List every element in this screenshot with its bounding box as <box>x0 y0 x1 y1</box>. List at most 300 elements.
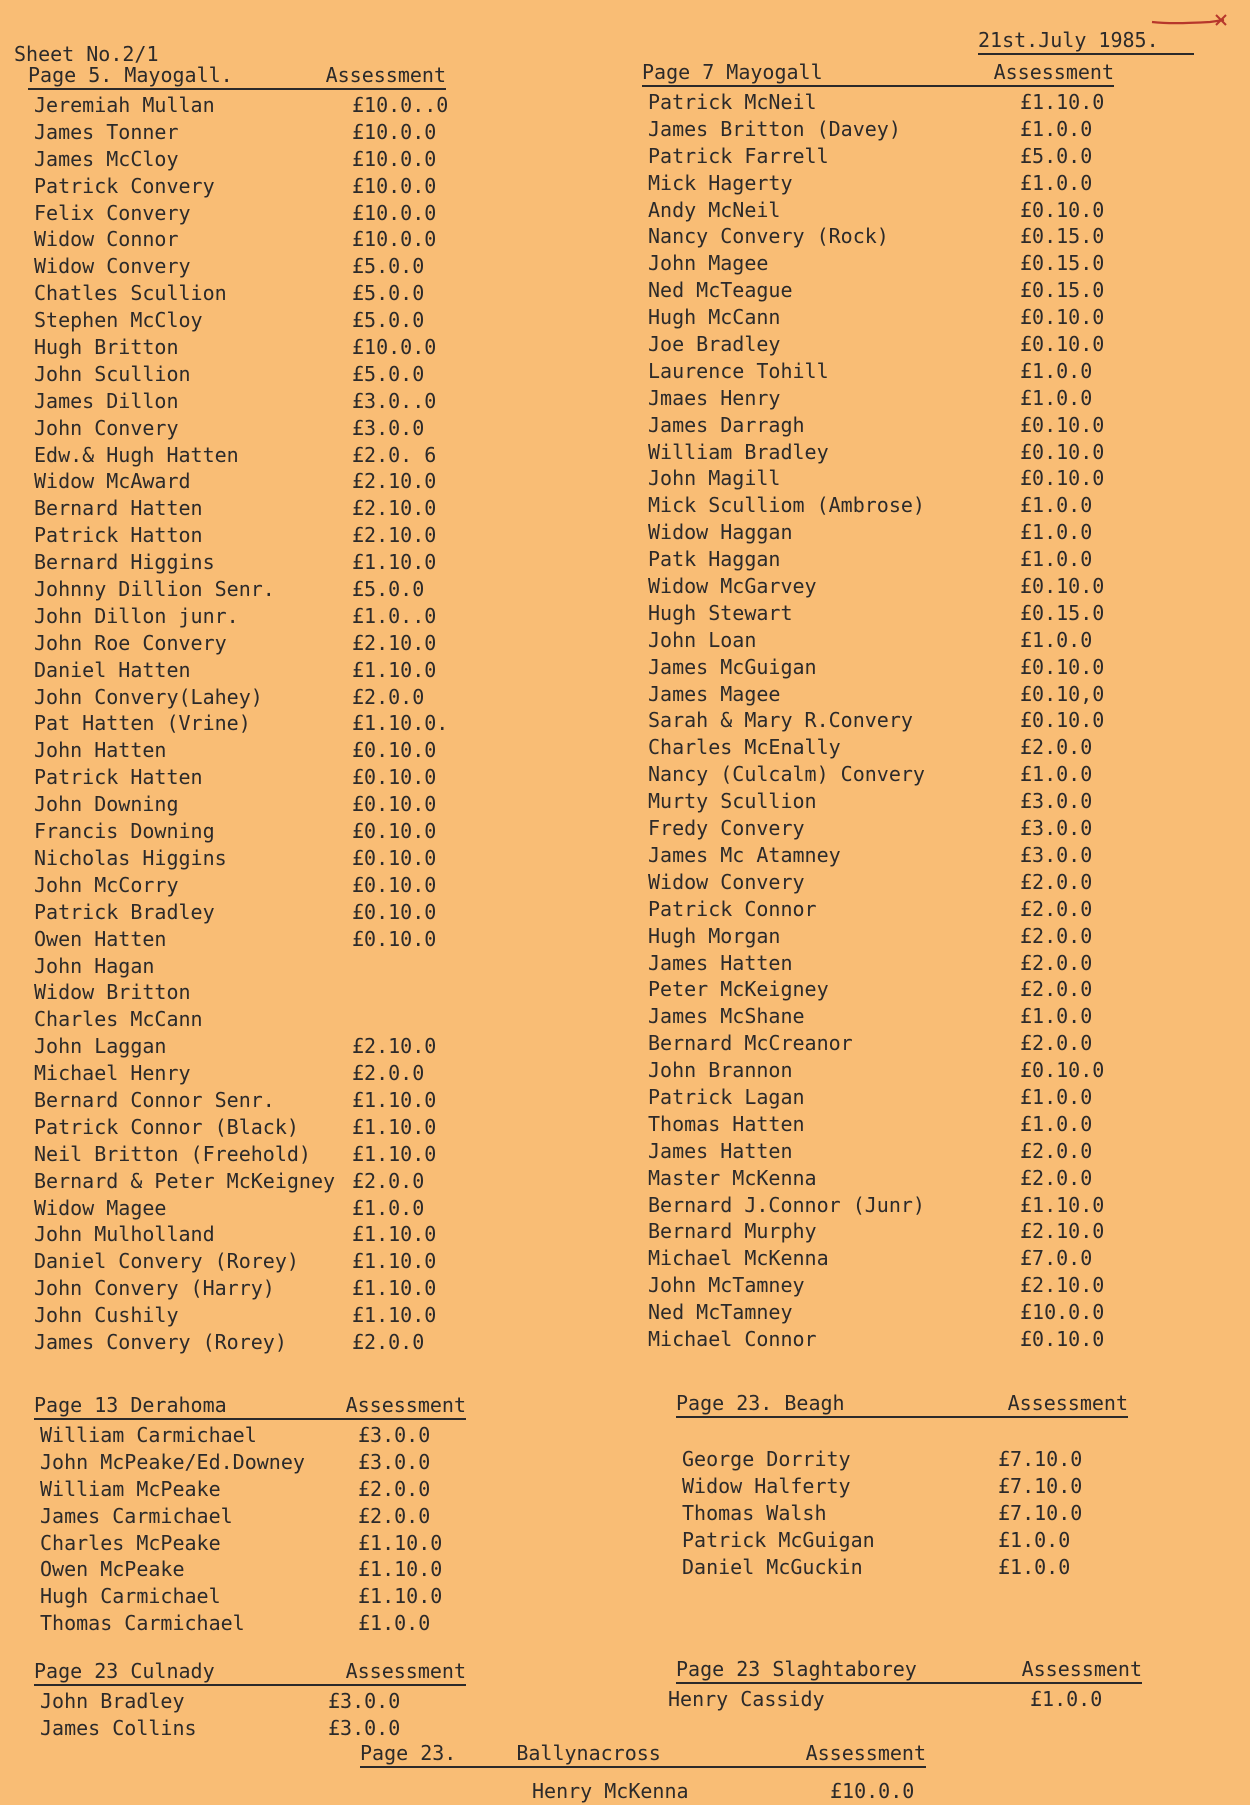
entry-row <box>28 630 446 657</box>
entry-name: Chatles Scullion <box>34 281 227 306</box>
section-title: Page 23. <box>360 1741 457 1765</box>
entry-list <box>676 1446 1128 1580</box>
entry-name: James Britton (Davey) <box>648 116 901 141</box>
entry-name: John Cushily <box>34 1303 179 1328</box>
entry-row <box>28 926 446 953</box>
entry-row <box>28 872 446 899</box>
entry-row <box>642 304 1114 331</box>
entry-row <box>642 1299 1114 1326</box>
entry-name: James McShane <box>648 1004 805 1029</box>
entry-assessment: £1.0.0 <box>1020 520 1093 545</box>
entry-row <box>28 307 446 334</box>
entry-name: John Brannon <box>648 1058 793 1083</box>
entry-assessment: £2.0.0 <box>1020 1138 1093 1163</box>
section-title: Page 23. Beagh <box>676 1391 845 1415</box>
entry-name: Patrick Connor (Black) <box>34 1114 299 1139</box>
section-header <box>28 62 446 90</box>
entry-name: Hugh Britton <box>34 335 179 360</box>
entry-name: John Hatten <box>34 738 167 763</box>
entry-assessment: £2.0.0 <box>358 1476 431 1501</box>
entry-row <box>642 465 1114 492</box>
entry-name: Widow McAward <box>34 469 191 494</box>
entry-row <box>28 953 446 980</box>
assessment-heading: Assessment <box>345 1659 466 1683</box>
entry-assessment: £10.0.0 <box>352 227 437 252</box>
pen-mark-icon <box>1150 12 1230 28</box>
entry-name: Hugh Morgan <box>648 923 781 948</box>
entry-assessment: £1.10.0 <box>358 1530 443 1555</box>
entry-name: John Dillon junr. <box>34 603 239 628</box>
entry-row <box>28 1168 446 1195</box>
entry-row <box>642 1084 1114 1111</box>
section-page-23-slaghtaborey <box>668 1656 1142 1713</box>
entry-row <box>28 1006 446 1033</box>
entry-row <box>28 1275 446 1302</box>
entry-row <box>642 89 1114 116</box>
entry-name: Bernard McCreanor <box>648 1031 853 1056</box>
entry-name: Ned McTamney <box>648 1300 793 1325</box>
entry-assessment: £1.0.0 <box>1020 1111 1093 1136</box>
entry-assessment: £0.10.0 <box>1020 574 1105 599</box>
entry-row <box>642 1165 1114 1192</box>
entry-assessment: £3.0.0 <box>358 1449 431 1474</box>
entry-name: Bernard & Peter McKeigney <box>34 1168 336 1193</box>
entry-row <box>642 654 1114 681</box>
section-title: Page 5. Mayogall. <box>28 63 233 87</box>
entry-assessment: £3.0.0 <box>352 415 425 440</box>
entry-row <box>642 1111 1114 1138</box>
entry-name: James Convery (Rorey) <box>34 1329 287 1354</box>
entry-name: Jmaes Henry <box>648 385 781 410</box>
entry-row <box>642 412 1114 439</box>
entry-row <box>642 170 1114 197</box>
entry-name: Daniel McGuckin <box>682 1554 863 1579</box>
entry-row <box>28 146 446 173</box>
entry-row <box>28 119 446 146</box>
entry-assessment: £3.0.0 <box>358 1423 431 1447</box>
entry-assessment: £5.0.0 <box>352 308 425 333</box>
entry-list <box>668 1686 1142 1713</box>
entry-assessment: £0.10.0 <box>352 792 437 817</box>
assessment-heading: Assessment <box>1007 1391 1128 1415</box>
entry-assessment: £1.10.0. <box>352 711 449 736</box>
entry-name: John Magee <box>648 251 769 276</box>
entry-row <box>28 253 446 280</box>
entry-row <box>642 143 1114 170</box>
entry-row <box>28 549 446 576</box>
entry-assessment: £7.10.0 <box>998 1473 1083 1498</box>
entry-assessment: £2.0.0 <box>352 1168 425 1193</box>
entry-name: Bernard Connor Senr. <box>34 1087 275 1112</box>
entry-name: Henry Cassidy <box>668 1687 825 1711</box>
entry-row <box>360 1778 926 1805</box>
entry-row <box>642 950 1114 977</box>
entry-name: Daniel Convery (Rorey) <box>34 1249 299 1274</box>
entry-row <box>28 576 446 603</box>
entry-row <box>28 1087 446 1114</box>
entry-assessment: £10.0.0 <box>352 173 437 198</box>
entry-name: John Scullion <box>34 361 191 386</box>
entry-row <box>642 439 1114 466</box>
entry-row <box>34 1530 466 1557</box>
entry-assessment: £3.0.0 <box>1020 816 1093 841</box>
entry-row <box>676 1554 1128 1581</box>
entry-row <box>34 1688 466 1715</box>
entry-assessment: £1.0..0 <box>352 603 437 628</box>
entry-name: Widow Haggan <box>648 520 793 545</box>
entry-name: Hugh Carmichael <box>40 1584 221 1609</box>
entry-assessment: £0.10,0 <box>1020 681 1105 706</box>
entry-assessment: £1.10.0 <box>352 1087 437 1112</box>
section-header <box>34 1658 466 1686</box>
entry-name: Widow McGarvey <box>648 574 817 599</box>
entry-name: John Convery <box>34 415 179 440</box>
entry-name: James Hatten <box>648 950 793 975</box>
entry-assessment: £1.10.0 <box>352 1303 437 1328</box>
entry-row <box>642 896 1114 923</box>
sheet-number: Sheet No.2/1 <box>14 42 159 66</box>
section-header <box>642 59 1114 87</box>
entry-name: William McPeake <box>40 1476 221 1501</box>
entry-row <box>28 280 446 307</box>
entry-name: Michael Connor <box>648 1326 817 1351</box>
entry-assessment: £1.0.0 <box>358 1611 431 1636</box>
entry-name: Widow Convery <box>34 254 191 279</box>
entry-row <box>28 737 446 764</box>
entry-row <box>668 1686 1142 1713</box>
entry-assessment: £2.0.0 <box>1020 923 1093 948</box>
section-title: Page 23 Culnady <box>34 1659 215 1683</box>
entry-assessment: £0.15.0 <box>1020 600 1105 625</box>
entry-assessment: £10.0.0 <box>352 119 437 144</box>
entry-name: Laurence Tohill <box>648 358 829 383</box>
entry-name: Thomas Hatten <box>648 1111 805 1136</box>
entry-assessment: £5.0.0 <box>352 577 425 602</box>
entry-row <box>28 1248 446 1275</box>
entry-assessment: £2.0.0 <box>352 1061 425 1086</box>
entry-name: William Bradley <box>648 439 829 464</box>
entry-name: James Tonner <box>34 119 179 144</box>
entry-name: James Dillon <box>34 388 179 413</box>
entry-row <box>642 815 1114 842</box>
entry-assessment: £1.0.0 <box>998 1527 1071 1552</box>
entry-name: Patk Haggan <box>648 547 781 572</box>
entry-row <box>34 1610 466 1637</box>
entry-assessment: £5.0.0 <box>1020 143 1093 168</box>
entry-row <box>28 764 446 791</box>
section-title: Page 23 Slaghtaborey <box>676 1657 917 1681</box>
entry-assessment: £1.0.0 <box>1020 547 1093 572</box>
entry-assessment: £1.10.0 <box>352 657 437 682</box>
entry-assessment: £2.10.0 <box>1020 1219 1105 1244</box>
entry-name: Patrick Hatten <box>34 765 203 790</box>
section-title: Page 13 Derahoma <box>34 1393 227 1417</box>
assessment-heading: Assessment <box>993 60 1114 84</box>
entry-name: Pat Hatten (Vrine) <box>34 711 251 736</box>
entry-name: John Bradley <box>40 1689 185 1713</box>
section-header <box>676 1390 1128 1418</box>
entry-name: William Carmichael <box>40 1423 257 1447</box>
entry-row <box>28 1302 446 1329</box>
entry-name: Ned McTeague <box>648 278 793 303</box>
entry-assessment: £1.0.0 <box>1020 493 1093 518</box>
entry-name: Patrick Convery <box>34 173 215 198</box>
entry-row <box>642 492 1114 519</box>
entry-assessment: £2.10.0 <box>352 630 437 655</box>
entry-name: Widow Britton <box>34 980 191 1005</box>
entry-row <box>34 1476 466 1503</box>
section-page-7-mayogall <box>642 59 1114 1353</box>
entry-row <box>642 976 1114 1003</box>
entry-name: Hugh Stewart <box>648 600 793 625</box>
entry-row <box>34 1556 466 1583</box>
entry-name: John Loan <box>648 627 757 652</box>
entry-row <box>642 707 1114 734</box>
entry-row <box>28 200 446 227</box>
section-page-23-culnady <box>34 1658 466 1742</box>
entry-assessment: £7.10.0 <box>998 1500 1083 1525</box>
entry-row <box>642 923 1114 950</box>
entry-name: Stephen McCloy <box>34 308 203 333</box>
entry-row <box>34 1583 466 1610</box>
entry-assessment: £7.0.0 <box>1020 1246 1093 1271</box>
assessment-heading: Assessment <box>345 1393 466 1417</box>
entry-assessment: £0.10.0 <box>1020 708 1105 733</box>
entry-assessment: £0.10.0 <box>1020 1326 1105 1351</box>
entry-name: Mick Hagerty <box>648 170 793 195</box>
entry-assessment: £2.10.0 <box>352 523 437 548</box>
entry-name: Sarah & Mary R.Convery <box>648 708 913 733</box>
entry-assessment: £1.10.0 <box>352 1141 437 1166</box>
entry-row <box>28 1141 446 1168</box>
entry-assessment: £0.10.0 <box>1020 412 1105 437</box>
entry-row <box>28 791 446 818</box>
entry-row <box>642 277 1114 304</box>
entry-assessment: £2.0. 6 <box>352 442 437 467</box>
entry-name: Johnny Dillion Senr. <box>34 577 275 602</box>
entry-row <box>28 495 446 522</box>
entry-row <box>642 627 1114 654</box>
entry-row <box>28 899 446 926</box>
entry-row <box>642 1192 1114 1219</box>
entry-name: John Convery(Lahey) <box>34 684 263 709</box>
entry-row <box>28 388 446 415</box>
assessment-heading: Assessment <box>805 1741 926 1765</box>
entry-assessment: £1.0.0 <box>352 1195 425 1220</box>
entry-row <box>642 250 1114 277</box>
entry-name: Joe Bradley <box>648 332 781 357</box>
section-title: Page 7 Mayogall <box>642 60 823 84</box>
entry-assessment: £0.10.0 <box>1020 439 1105 464</box>
entry-name: Nancy (Culcalm) Convery <box>648 762 925 787</box>
entry-name: John McCorry <box>34 872 179 897</box>
entry-row <box>642 1138 1114 1165</box>
entry-assessment: £5.0.0 <box>352 254 425 279</box>
entry-name: Henry McKenna <box>532 1779 689 1803</box>
entry-row <box>676 1500 1128 1527</box>
entry-assessment: £5.0.0 <box>352 361 425 386</box>
entry-name: James Hatten <box>648 1138 793 1163</box>
entry-list <box>34 1688 466 1742</box>
entry-assessment: £10.0.0 <box>352 146 437 171</box>
entry-row <box>642 331 1114 358</box>
entry-assessment: £1.0.0 <box>1020 116 1093 141</box>
entry-row <box>34 1715 466 1742</box>
entry-name: Patrick Farrell <box>648 143 829 168</box>
entry-assessment: £7.10.0 <box>998 1447 1083 1471</box>
entry-assessment: £10.0.0 <box>830 1779 915 1803</box>
entry-assessment: £0.15.0 <box>1020 278 1105 303</box>
entry-assessment: £0.10.0 <box>352 899 437 924</box>
entry-name: Patrick McGuigan <box>682 1527 875 1552</box>
section-page-5-mayogall <box>28 62 449 1356</box>
entry-row <box>642 734 1114 761</box>
entry-row <box>642 600 1114 627</box>
entry-assessment: £0.10.0 <box>352 765 437 790</box>
entry-name: Patrick Hatton <box>34 523 203 548</box>
entry-row <box>642 573 1114 600</box>
entry-name: Patrick Connor <box>648 896 817 921</box>
entry-row <box>34 1449 466 1476</box>
entry-name: Mick Sculliom (Ambrose) <box>648 493 925 518</box>
entry-name: Patrick McNeil <box>648 90 817 114</box>
entry-assessment: £5.0.0 <box>352 281 425 306</box>
entry-assessment: £2.0.0 <box>358 1503 431 1528</box>
entry-row <box>28 415 446 442</box>
entry-assessment: £1.0.0 <box>1020 358 1093 383</box>
entry-row <box>28 657 446 684</box>
entry-name: Michael Henry <box>34 1061 191 1086</box>
entry-name: Widow Magee <box>34 1195 167 1220</box>
entry-row <box>642 519 1114 546</box>
entry-name: Owen McPeake <box>40 1557 185 1582</box>
entry-name: Hugh McCann <box>648 305 781 330</box>
entry-assessment: £1.0.0 <box>1020 1004 1093 1029</box>
entry-row <box>28 818 446 845</box>
entry-name: John McPeake/Ed.Downey <box>40 1449 305 1474</box>
entry-name: James Mc Atamney <box>648 842 841 867</box>
entry-name: Bernard Higgins <box>34 550 215 575</box>
entry-row <box>28 361 446 388</box>
entry-assessment: £10.0.0 <box>352 335 437 360</box>
entry-name: Andy McNeil <box>648 197 781 222</box>
entry-name: John Laggan <box>34 1034 167 1059</box>
entry-name: James Magee <box>648 681 781 706</box>
entry-row <box>642 1030 1114 1057</box>
entry-row <box>28 92 449 119</box>
entry-name: Peter McKeigney <box>648 977 829 1002</box>
entry-name: Master McKenna <box>648 1165 817 1190</box>
entry-row <box>28 1221 446 1248</box>
entry-name: Jeremiah Mullan <box>34 93 215 117</box>
entry-assessment: £1.0.0 <box>1020 170 1093 195</box>
entry-name: Fredy Convery <box>648 816 805 841</box>
entry-row <box>28 442 446 469</box>
entry-name: John Convery (Harry) <box>34 1276 275 1301</box>
entry-assessment: £2.0.0 <box>1020 1165 1093 1190</box>
section-header <box>676 1656 1142 1684</box>
entry-assessment: £0.10.0 <box>1020 197 1105 222</box>
entry-row <box>642 681 1114 708</box>
entry-row <box>642 1326 1114 1353</box>
entry-assessment: £0.10.0 <box>1020 305 1105 330</box>
entry-row <box>28 979 446 1006</box>
entry-row <box>28 1329 446 1356</box>
entry-assessment: £1.10.0 <box>352 1222 437 1247</box>
entry-row <box>28 1195 446 1222</box>
entry-row <box>28 1033 446 1060</box>
entry-assessment: £0.10.0 <box>352 845 437 870</box>
entry-name: Thomas Carmichael <box>40 1611 245 1636</box>
entry-name: Charles McCann <box>34 1007 203 1032</box>
entry-name: Charles McEnally <box>648 735 841 760</box>
entry-row <box>28 603 446 630</box>
entry-assessment: £1.10.0 <box>358 1557 443 1582</box>
entry-assessment: £10.0.0 <box>1020 1300 1105 1325</box>
entry-assessment: £2.0.0 <box>352 1329 425 1354</box>
section-page-23-ballynacross <box>360 1740 926 1805</box>
entry-assessment: £0.10.0 <box>352 872 437 897</box>
entry-row <box>642 197 1114 224</box>
entry-row <box>28 173 446 200</box>
entry-assessment: £3.0.0 <box>1020 789 1093 814</box>
entry-name: Owen Hatten <box>34 926 167 951</box>
entry-row <box>642 842 1114 869</box>
entry-row <box>28 468 446 495</box>
entry-name: Felix Convery <box>34 200 191 225</box>
entry-assessment: £2.10.0 <box>352 496 437 521</box>
entry-assessment: £3.0.0 <box>1020 842 1093 867</box>
entry-row <box>642 223 1114 250</box>
entry-name: Bernard Murphy <box>648 1219 817 1244</box>
entry-row <box>642 546 1114 573</box>
entry-name: Widow Connor <box>34 227 179 252</box>
entry-row <box>34 1422 466 1449</box>
entry-name: Francis Downing <box>34 819 215 844</box>
entry-name: Nancy Convery (Rock) <box>648 224 889 249</box>
entry-assessment: £1.10.0 <box>352 1114 437 1139</box>
entry-name: John Roe Convery <box>34 630 227 655</box>
section-page-13-derahoma <box>34 1392 466 1637</box>
entry-row <box>34 1503 466 1530</box>
entry-assessment: £1.10.0 <box>1020 1192 1105 1217</box>
entry-assessment: £2.0.0 <box>1020 950 1093 975</box>
entry-row <box>642 1218 1114 1245</box>
entry-assessment: £2.10.0 <box>1020 1273 1105 1298</box>
entry-name: John Hagan <box>34 953 155 978</box>
entry-row <box>642 869 1114 896</box>
entry-assessment: £1.10.0 <box>352 1276 437 1301</box>
entry-row <box>676 1473 1128 1500</box>
entry-assessment: £1.10.0 <box>358 1584 443 1609</box>
entry-name: James McGuigan <box>648 654 817 679</box>
entry-assessment: £2.0.0 <box>1020 869 1093 894</box>
entry-name: Thomas Walsh <box>682 1500 827 1525</box>
entry-assessment: £2.0.0 <box>1020 977 1093 1002</box>
entry-name: George Dorrity <box>682 1447 851 1471</box>
assessment-heading: Assessment <box>325 63 446 87</box>
section-page-23-beagh <box>676 1390 1128 1580</box>
entry-assessment: £0.10.0 <box>1020 1058 1105 1083</box>
entry-name: James Darragh <box>648 412 805 437</box>
entry-name: Bernard Hatten <box>34 496 203 521</box>
entry-assessment: £3.0..0 <box>352 388 437 413</box>
entry-assessment: £1.0.0 <box>1020 385 1093 410</box>
entry-name: Nicholas Higgins <box>34 845 227 870</box>
entry-assessment: £0.10.0 <box>352 738 437 763</box>
entry-name: Michael McKenna <box>648 1246 829 1271</box>
entry-row <box>28 710 449 737</box>
